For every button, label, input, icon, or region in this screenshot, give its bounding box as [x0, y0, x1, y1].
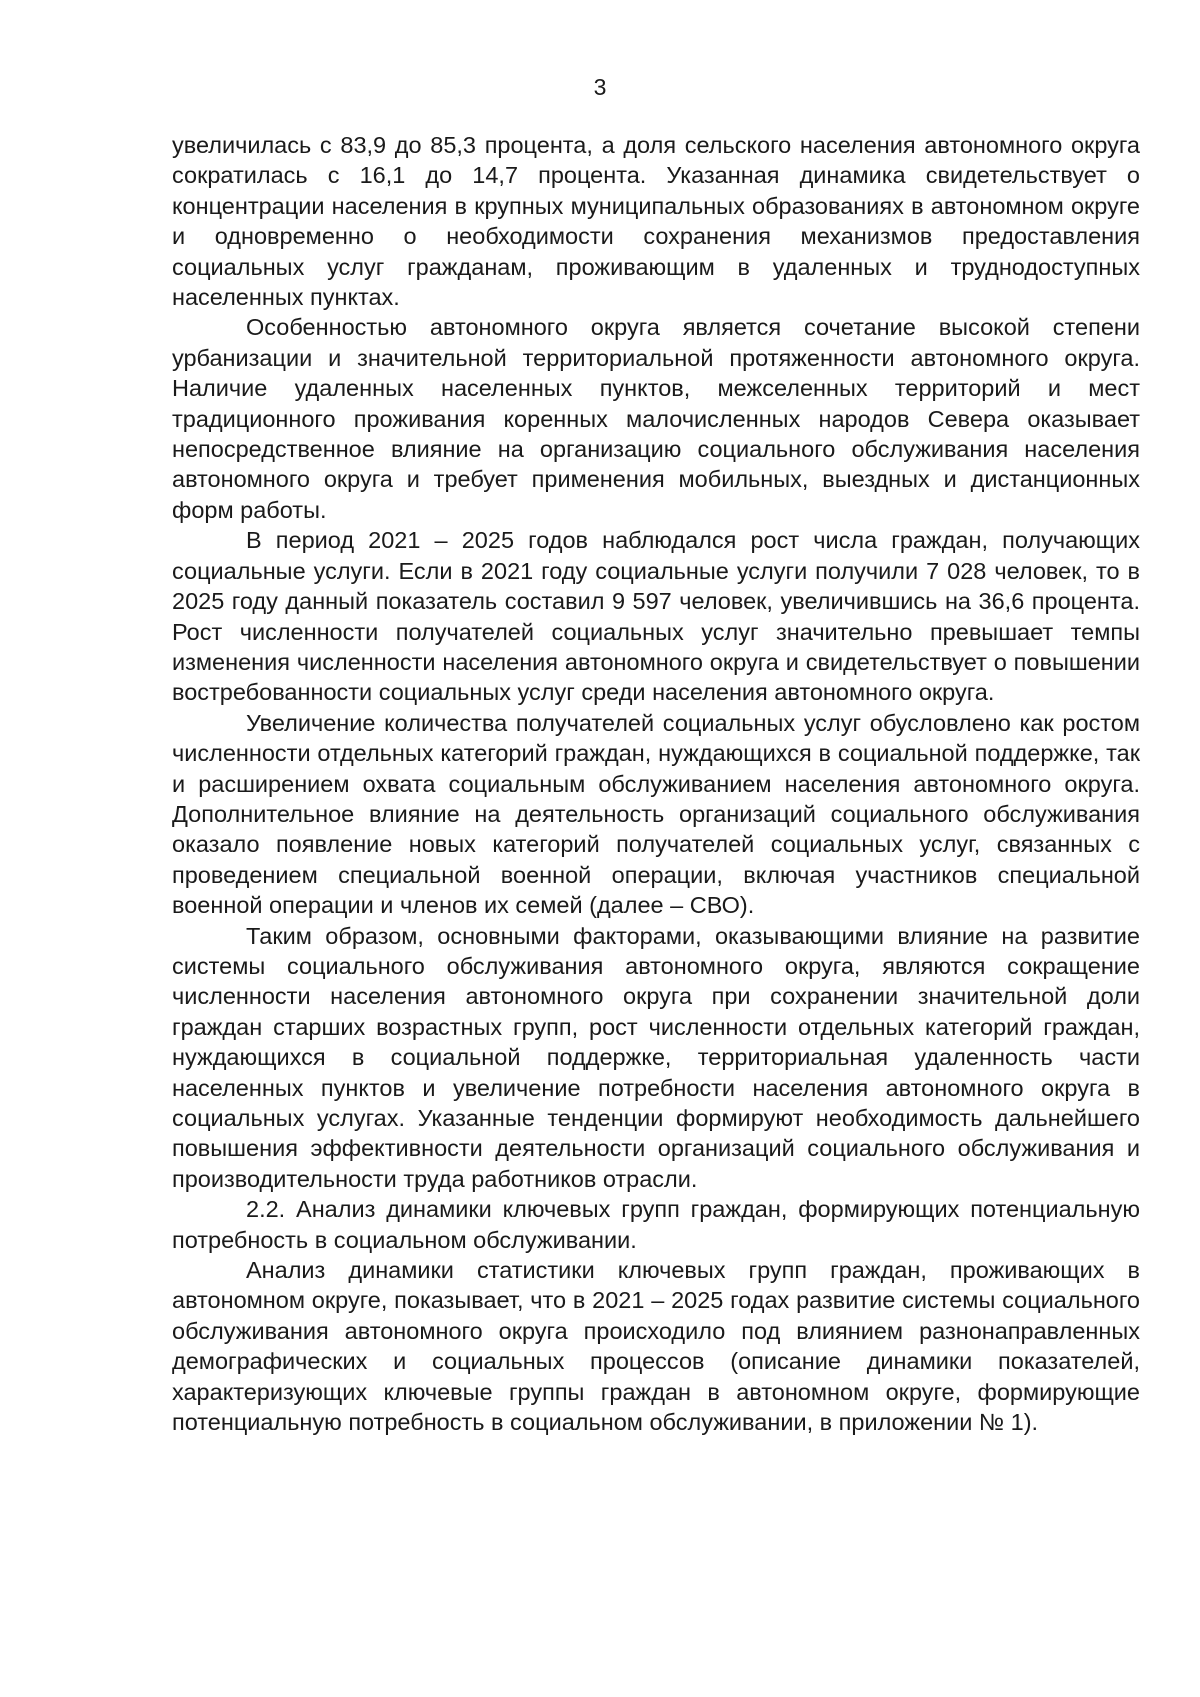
- paragraph-territory-features: Особенностью автономного округа является сочетание высокой степени урбанизации и значительной территориальной протяженности автономного округа. Наличие удаленных населенных пунктов, межселенных территорий и мест традиционного проживания коренных малочисленных народов Севера оказывает непосредственное влияние на организацию социального обслуживания населения автономного округа и требует применения мобильных, выездных и дистанционных форм работы.: [172, 314, 1140, 523]
- document-body: [172, 130, 1140, 1437]
- paragraph-urban-share: увеличилась с 83,9 до 85,3 процента, а доля сельского населения автономного округа сократилась с 16,1 до 14,7 процента. Указанная динамика свидетельствует о концентрации населения в крупных муниципальных образованиях в автономном округе и одновременно о необходимости сохранения механизмов предоставления социальных услуг гражданам, проживающим в удаленных и труднодоступных населенных пунктах.: [172, 132, 1140, 311]
- paragraph-dynamics-analysis: Анализ динамики статистики ключевых групп граждан, проживающих в автономном округе, показывает, что в 2021 – 2025 годах развитие системы социального обслуживания автономного округа происходило под влиянием разнонаправленных демографических и социальных процессов (описание динамики показателей, характеризующих ключевые группы граждан в автономном округе, формирующие потенциальную потребность в социальном обслуживании, в приложении № 1).: [172, 1257, 1140, 1436]
- paragraph-key-factors: Таким образом, основными факторами, оказывающими влияние на развитие системы социального обслуживания автономного округа, являются сокращение численности населения автономного округа при сохранении значительной доли граждан старших возрастных групп, рост численности отдельных категорий граждан, нуждающихся в социальной поддержке, территориальная удаленность части населенных пунктов и увеличение потребности населения автономного округа в социальных услугах. Указанные тенденции формируют необходимость дальнейшего повышения эффективности деятельности организаций социального обслуживания и производительности труда работников отрасли.: [172, 922, 1140, 1192]
- paragraph-recipients-growth: В период 2021 – 2025 годов наблюдался рост числа граждан, получающих социальные услуги. Если в 2021 году социальные услуги получили 7 028 человек, то в 2025 году данный показатель составил 9 597 человек, увеличившись на 36,6 процента. Рост численности получателей социальных услуг значительно превышает темпы изменения численности населения автономного округа и свидетельствует о повышении востребованности социальных услуг среди населения автономного округа.: [172, 527, 1140, 706]
- section-heading: 2.2. Анализ динамики ключевых групп граждан, формирующих потенциальную потребность в социальном обслуживании.: [172, 1196, 1140, 1253]
- paragraph-growth-causes: Увеличение количества получателей социальных услуг обусловлено как ростом численности отдельных категорий граждан, нуждающихся в социальной поддержке, так и расширением охвата социальным обслуживанием населения автономного округа. Дополнительное влияние на деятельность организаций социального обслуживания оказало появление новых категорий получателей социальных услуг, связанных с проведением специальной военной операции, включая участников специальной военной операции и членов их семей (далее – СВО).: [172, 709, 1140, 919]
- page-number: 3: [593, 74, 607, 100]
